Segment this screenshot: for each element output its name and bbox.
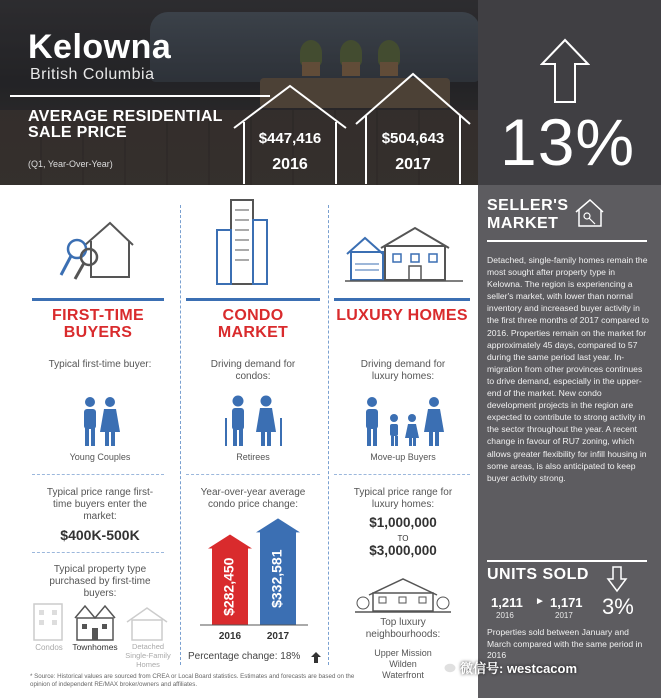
units-sold-text: Properties sold between January and March compared with the same period in 2016 <box>487 627 643 660</box>
condo-driver: Retirees <box>236 452 270 462</box>
first-time-bar <box>32 298 164 301</box>
column-divider <box>328 205 329 665</box>
family-icon <box>362 396 446 448</box>
hood-wilden: Wilden <box>389 659 417 669</box>
hood-upper-mission: Upper Mission <box>374 648 432 658</box>
units-sold-title: UNITS SOLD <box>487 566 589 583</box>
avg-price-title: AVERAGE RESIDENTIAL SALE PRICE <box>28 108 223 141</box>
condo-pct-change: Percentage change: 18% <box>188 651 301 662</box>
house-key-icon <box>573 196 605 228</box>
bar-category-label: 2017 <box>266 631 290 642</box>
section-divider <box>32 552 164 553</box>
year-2016: 2016 <box>272 156 308 173</box>
house-keys-icon <box>55 215 135 285</box>
bar-value-label: $282,450 <box>220 557 237 616</box>
province-subtitle: British Columbia <box>30 66 155 83</box>
first-time-range-label: Typical price range first-time buyers enter the market: <box>46 487 154 522</box>
first-time-title: FIRST-TIME BUYERS <box>52 307 144 341</box>
luxury-range-label: Typical price range for luxury homes: <box>353 487 453 510</box>
young-couple-icon <box>76 396 124 448</box>
type-condos: Condos <box>35 643 63 652</box>
first-time-driver: Young Couples <box>69 452 131 462</box>
luxury-driver-label: Driving demand for luxury homes: <box>360 359 446 382</box>
wechat-watermark: 微信号: westcacom <box>460 661 578 676</box>
condo-tower-icon <box>213 196 269 286</box>
section-divider <box>334 474 470 475</box>
first-time-driver-label: Typical first-time buyer: <box>48 359 152 370</box>
luxury-bar <box>334 298 470 301</box>
year-2017: 2017 <box>395 156 431 173</box>
type-townhomes: Townhomes <box>72 642 118 652</box>
condo-building-icon <box>28 602 68 642</box>
units-2016-value: 1,211 <box>491 595 523 610</box>
price-2017: $504,643 <box>381 130 445 147</box>
avg-price-subtitle: (Q1, Year-Over-Year) <box>28 159 113 169</box>
retirees-icon <box>222 394 286 448</box>
townhome-icon <box>73 602 117 642</box>
first-time-type-label: Typical property type purchased by first-time buyers: <box>49 564 151 599</box>
units-2016-year: 2016 <box>496 611 514 620</box>
sellers-market-text: Detached, single-family homes remain the most sought after property type in Kelowna. The region is experiencing a seller's market, with lower than normal inventory and increased buyer activity in the first three months of 2017 compared to 2016. Properties remain on the market for approximately 45 days, compared to 57 during the same period last year. In-migration from other provinces continues to drive demand, especially in the upper-end of the market. New condo development projects in the region are expected to contribute to strong activity in the sector throughout the year. A recent change in favour of RU7 zoning, which allows greater flexibility for infill housing in some areas, is also anticipated to keep buyer activity strong. <box>487 255 649 483</box>
wechat-icon <box>438 659 456 673</box>
hood-waterfront: Waterfront <box>382 670 424 680</box>
luxury-driver: Move-up Buyers <box>370 452 436 462</box>
down-arrow-icon <box>606 565 628 593</box>
bar-category-label: 2016 <box>218 631 242 642</box>
source-footnote: * Source: Historical values are sourced from CREA or Local Board statistics. Estimates and forecasts are based on the opinion of independent RE/MAX broker/owners and affiliates. <box>30 673 355 688</box>
luxury-hoods-label: Top luxury neighbourhoods: <box>365 617 441 640</box>
section-divider <box>32 474 164 475</box>
units-percent: 3% <box>602 594 634 619</box>
luxury-house-icon <box>345 224 465 284</box>
units-arrow-icon: ► <box>535 596 545 607</box>
type-detached: Detached Single-Family Homes <box>125 642 171 669</box>
units-rule <box>487 560 647 562</box>
neighbourhood-icon <box>355 577 451 615</box>
luxury-range-to: TO <box>397 534 409 543</box>
condo-title: CONDO MARKET <box>217 307 289 341</box>
condo-bar <box>186 298 320 301</box>
sellers-market-title: SELLER'S MARKET <box>487 197 569 232</box>
first-time-range: $400K-500K <box>60 527 140 543</box>
condo-chart-label: Year-over-year average condo price change: <box>200 487 306 510</box>
detached-home-icon <box>125 606 169 642</box>
condo-driver-label: Driving demand for condos: <box>210 359 296 382</box>
up-arrow-icon <box>540 38 590 104</box>
sellers-rule <box>487 240 647 242</box>
column-divider <box>180 205 181 665</box>
price-2016: $447,416 <box>258 130 322 147</box>
luxury-range-low: $1,000,000 <box>369 515 437 530</box>
units-2017-value: 1,171 <box>550 595 583 610</box>
luxury-title: LUXURY HOMES <box>336 307 468 324</box>
condo-price-chart <box>190 510 316 645</box>
bar-value-label: $332,581 <box>268 549 285 608</box>
city-title: Kelowna <box>28 28 172 66</box>
section-divider <box>186 474 320 475</box>
units-2017-year: 2017 <box>555 611 573 620</box>
small-up-arrow-icon <box>311 652 321 663</box>
increase-percent: 13% <box>500 105 636 179</box>
luxury-range-high: $3,000,000 <box>369 543 437 558</box>
